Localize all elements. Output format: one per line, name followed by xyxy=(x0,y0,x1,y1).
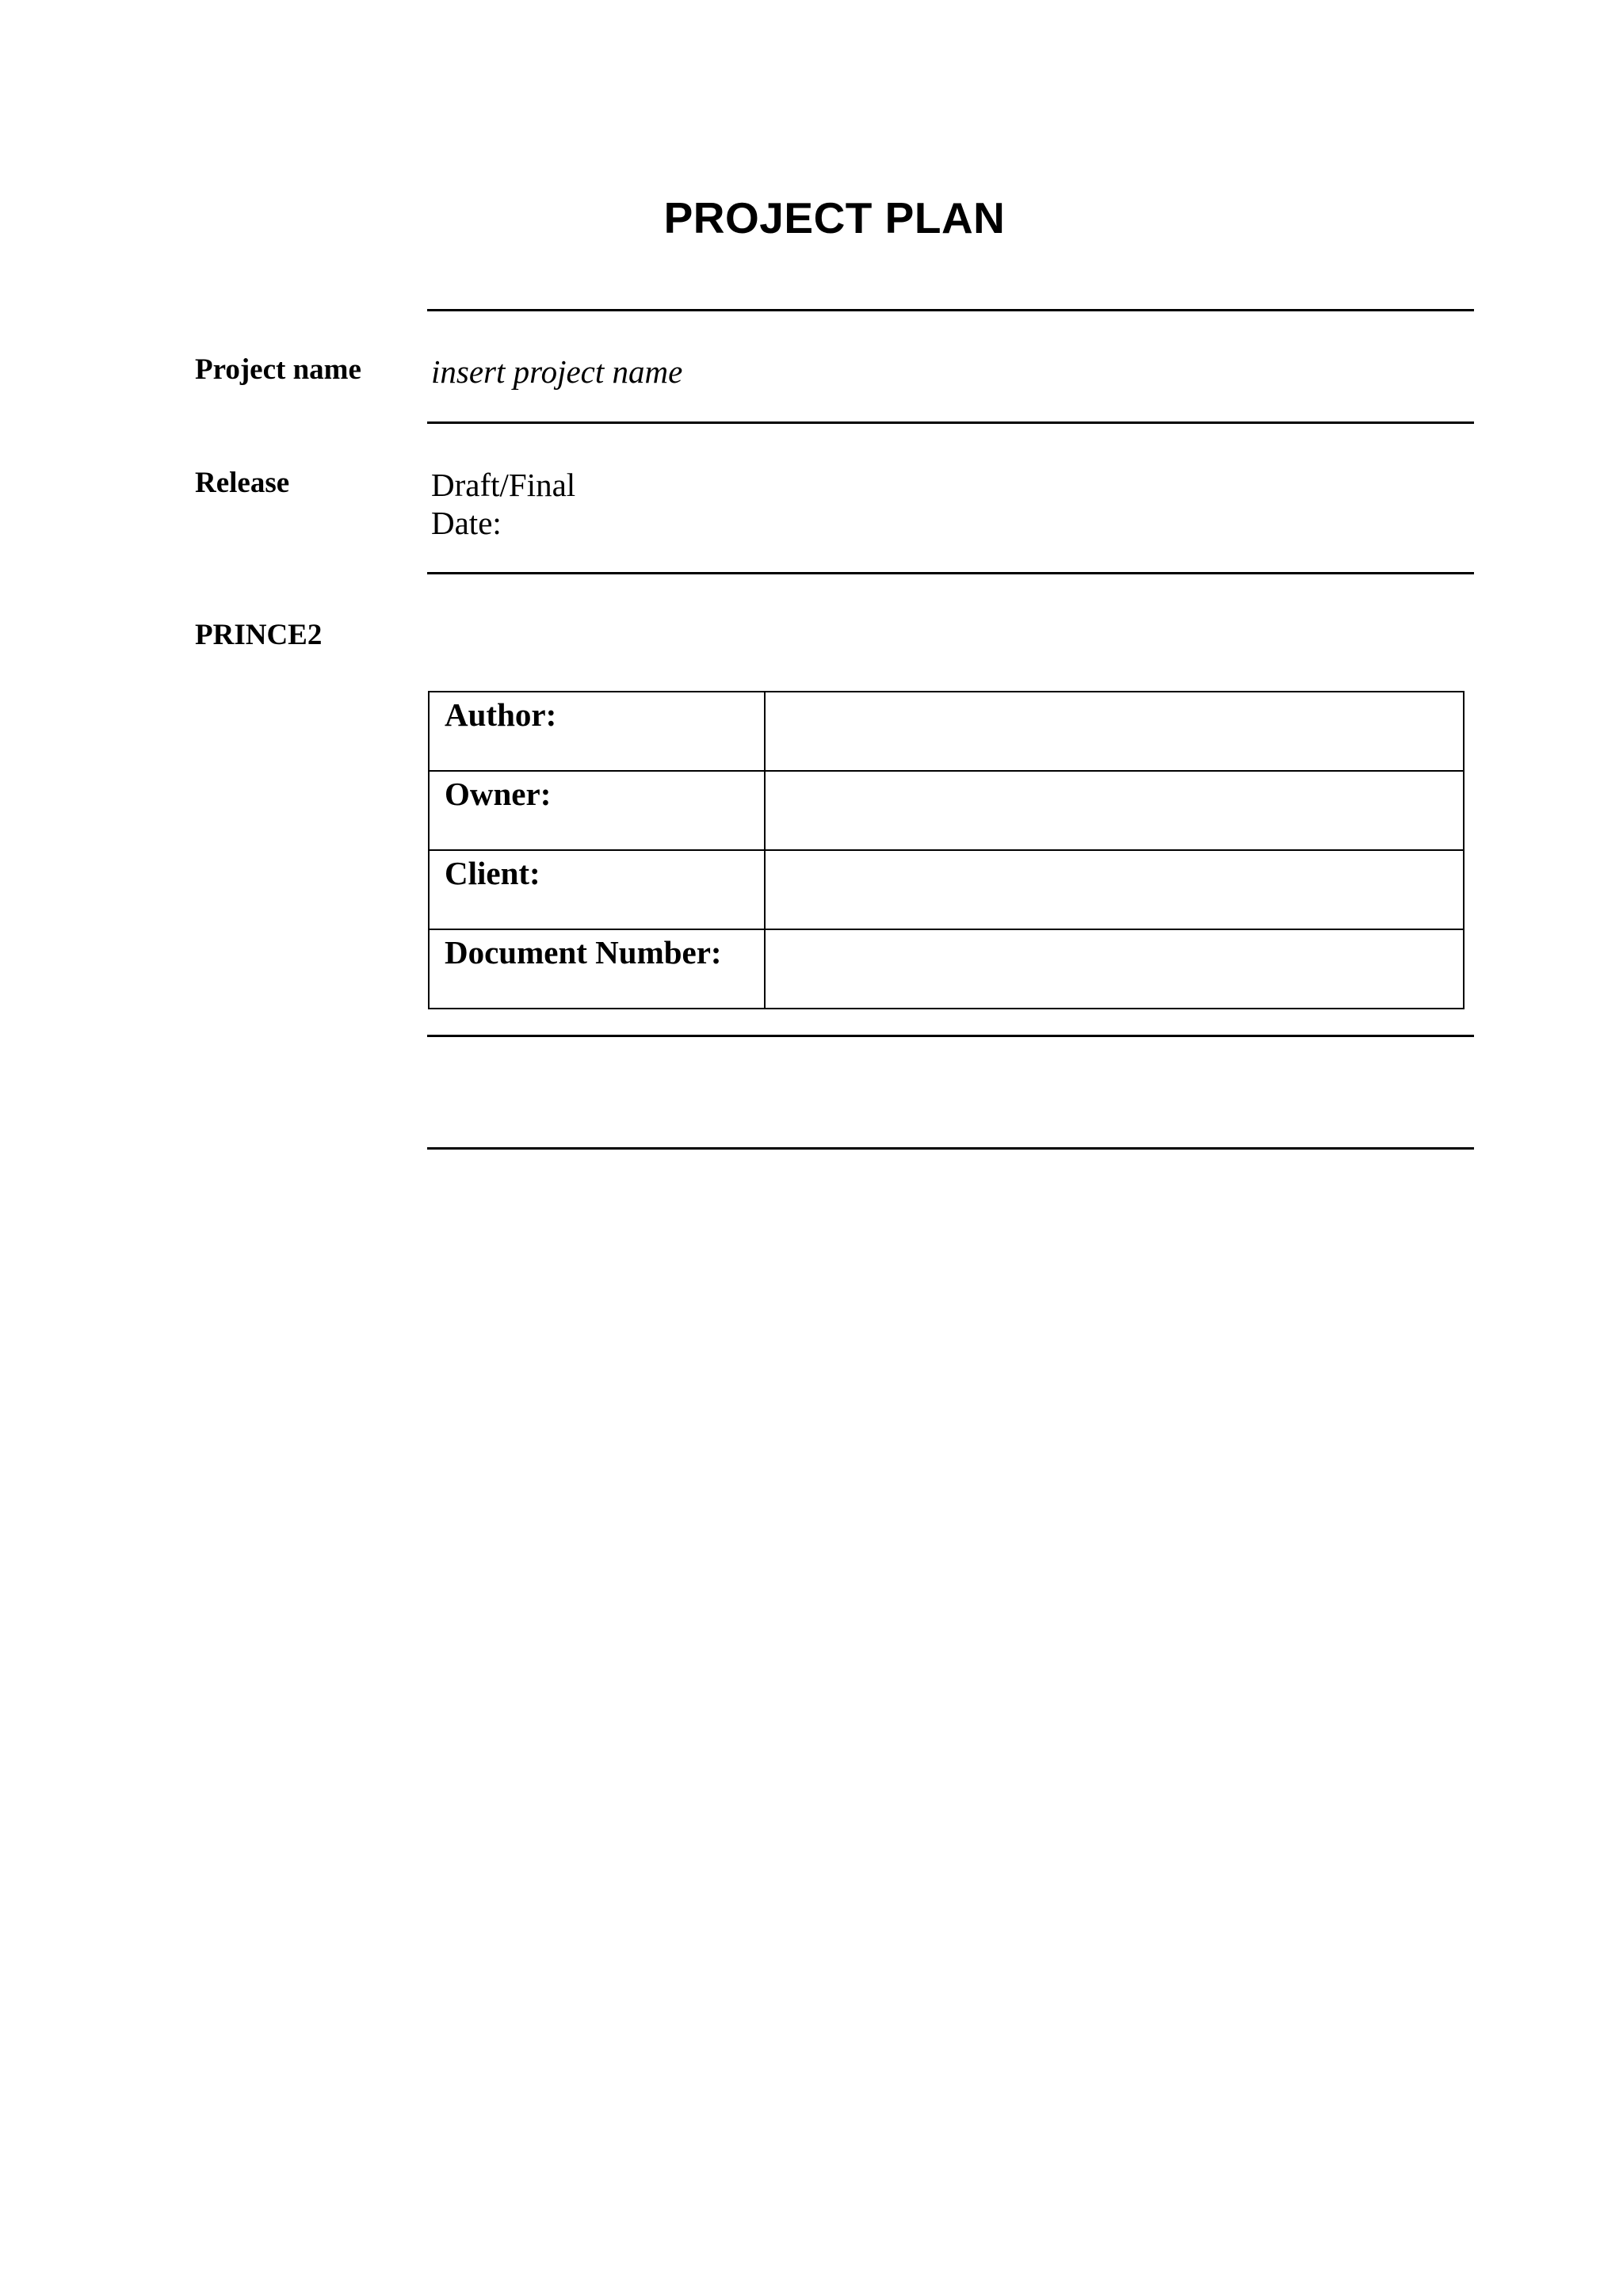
divider-project-name xyxy=(427,421,1474,424)
table-row xyxy=(429,850,1464,929)
author-value[interactable] xyxy=(765,692,1464,771)
release-status: Draft/Final xyxy=(431,467,576,503)
method-label: PRINCE2 xyxy=(195,619,323,651)
project-name-label: Project name xyxy=(195,353,361,386)
client-value[interactable] xyxy=(765,850,1464,929)
divider-bottom xyxy=(427,1147,1474,1150)
document-number-value[interactable] xyxy=(765,929,1464,1009)
document-info-table xyxy=(428,691,1465,1009)
release-date-label: Date: xyxy=(431,505,502,541)
table-row xyxy=(429,771,1464,850)
page-title: PROJECT PLAN xyxy=(663,193,1006,242)
owner-value[interactable] xyxy=(765,771,1464,850)
project-name-value: insert project name xyxy=(431,353,683,390)
client-label: Client: xyxy=(429,850,765,929)
table-row xyxy=(429,929,1464,1009)
table-row xyxy=(429,692,1464,771)
document-number-label: Document Number: xyxy=(429,929,765,1009)
divider-top xyxy=(427,309,1474,311)
release-label: Release xyxy=(195,467,290,499)
owner-label: Owner: xyxy=(429,771,765,850)
divider-release xyxy=(427,572,1474,574)
author-label: Author: xyxy=(429,692,765,771)
divider-after-table xyxy=(427,1035,1474,1037)
